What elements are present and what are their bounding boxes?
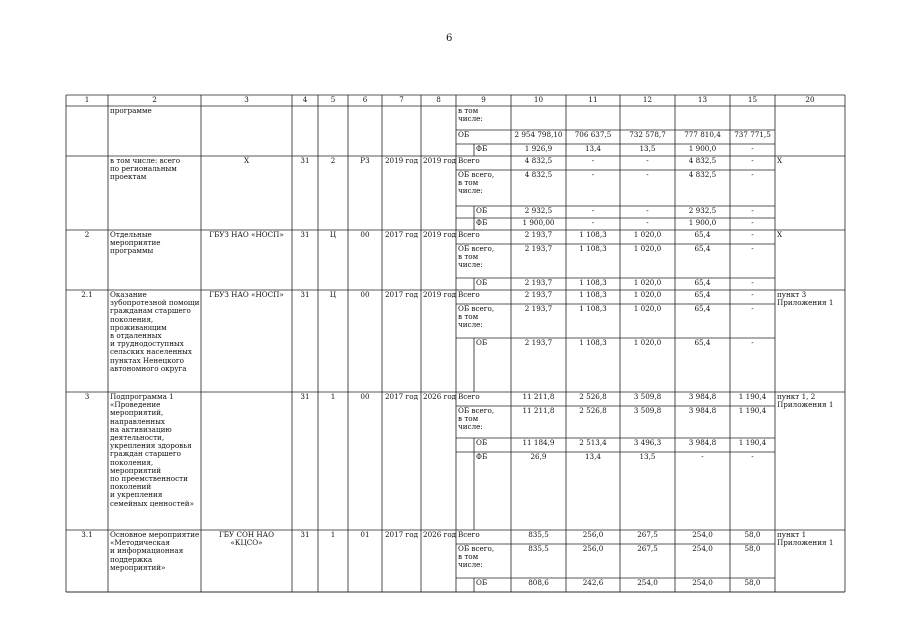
amount-cell-c12: 3 496,3 bbox=[633, 438, 662, 447]
funding-source: ФБ bbox=[476, 144, 488, 153]
row-code-gp: 31 bbox=[300, 156, 310, 165]
amount-cell-c15: - bbox=[751, 278, 754, 287]
amount-cell-c12: 3 509,8 bbox=[633, 392, 662, 401]
row-description: Подпрограмма 1 «Проведение мероприятий, направленных на активизацию деятельности, укрепления здоровья граждан старшего поколения, мероприятий по преемственности поколений и укрепления семейных ценностей» bbox=[110, 392, 194, 508]
amount-cell-c13: 3 984,8 bbox=[688, 406, 717, 415]
amount-cell-c12: - bbox=[646, 218, 649, 227]
funding-source: ОБ bbox=[476, 578, 488, 587]
amount-cell-c11: - bbox=[591, 206, 595, 215]
amount-cell-c12: 1 020,0 bbox=[633, 304, 662, 313]
row-description: программе bbox=[110, 106, 152, 115]
row-reference: пункт 1 Приложения 1 bbox=[777, 530, 834, 548]
funding-label: ОБ всего, в том числе: bbox=[458, 304, 495, 330]
row-number: 2.1 bbox=[81, 290, 93, 299]
row-executor: ГБУЗ НАО «НОСП» bbox=[209, 230, 284, 239]
header-cell-2: 2 bbox=[152, 95, 157, 104]
amount-cell-c11: 1 108,3 bbox=[579, 290, 607, 299]
row-start-year: 2017 год bbox=[384, 530, 419, 539]
row-description: Оказание зубопротезной помощи гражданам старшего поколения, проживающим в отдаленных и труднодоступных сельских населенных пунктах Ненецкого автономного округа bbox=[110, 290, 200, 373]
amount-cell-c15: 58,0 bbox=[744, 544, 761, 553]
amount-cell-c10: 4 832,5 bbox=[524, 170, 553, 179]
amount-cell-c10: 2 193,7 bbox=[524, 338, 553, 347]
row-start-year: 2017 год bbox=[384, 230, 419, 239]
amount-cell-c13: 65,4 bbox=[694, 304, 711, 313]
row-description: Основное мероприятие «Методическая и информационная поддержка мероприятий» bbox=[110, 530, 200, 572]
amount-cell-c12: 267,5 bbox=[637, 544, 658, 553]
header-cell-12: 12 bbox=[642, 95, 653, 104]
amount-cell-c10: 2 932,5 bbox=[524, 206, 553, 215]
amount-cell-c11: 242,6 bbox=[582, 578, 604, 587]
row-executor: X bbox=[243, 156, 250, 165]
amount-cell-c13: 3 984,8 bbox=[688, 392, 717, 401]
funding-source: ФБ bbox=[476, 218, 488, 227]
amount-cell-c13: 65,4 bbox=[694, 290, 711, 299]
amount-cell-c11: 13,4 bbox=[584, 452, 601, 461]
row-code-pp: 1 bbox=[330, 392, 336, 401]
funding-source: ФБ bbox=[476, 452, 488, 461]
amount-cell-c10: 11 211,8 bbox=[522, 406, 555, 415]
amount-cell-c11: 256,0 bbox=[582, 530, 604, 539]
amount-cell-c11: 2 526,8 bbox=[579, 406, 607, 415]
amount-cell-c12: 732 578,7 bbox=[629, 130, 666, 139]
amount-cell-c15: - bbox=[751, 290, 754, 299]
amount-cell-c10: 26,9 bbox=[530, 452, 547, 461]
row-end-year: 2026 год bbox=[423, 392, 457, 401]
amount-cell-c13: 254,0 bbox=[692, 530, 713, 539]
amount-cell-c13: 254,0 bbox=[692, 578, 713, 587]
amount-cell-c11: - bbox=[591, 170, 595, 179]
row-code-gp: 31 bbox=[300, 530, 310, 539]
amount-cell-c13: 65,4 bbox=[694, 244, 711, 253]
amount-cell-c10: 2 193,7 bbox=[524, 230, 553, 239]
header-cell-8: 8 bbox=[436, 95, 441, 104]
amount-cell-c15: 1 190,4 bbox=[738, 392, 767, 401]
row-code-pp: 1 bbox=[330, 530, 336, 539]
amount-cell-c12: - bbox=[646, 156, 649, 165]
amount-cell-c11: - bbox=[591, 156, 595, 165]
row-end-year: 2019 год bbox=[423, 156, 457, 165]
amount-cell-c11: 1 108,3 bbox=[579, 244, 607, 253]
amount-cell-c15: 737 771,5 bbox=[734, 130, 771, 139]
row-code-pp: Ц bbox=[329, 290, 337, 299]
amount-cell-c13: 2 932,5 bbox=[688, 206, 717, 215]
funding-source: ОБ bbox=[476, 338, 488, 347]
row-reference: пункт 3 Приложения 1 bbox=[777, 290, 834, 308]
amount-cell-c15: - bbox=[751, 170, 754, 179]
row-number: 3 bbox=[84, 392, 90, 401]
amount-cell-c12: 1 020,0 bbox=[633, 244, 662, 253]
row-code-om: 00 bbox=[360, 392, 370, 401]
amount-cell-c11: 2 526,8 bbox=[579, 392, 607, 401]
row-start-year: 2017 год bbox=[384, 392, 419, 401]
funding-label: ОБ всего, в том числе: bbox=[458, 170, 495, 196]
amount-cell-c15: - bbox=[751, 338, 754, 347]
header-cell-13: 13 bbox=[697, 95, 708, 104]
header-cell-6: 6 bbox=[362, 95, 368, 104]
amount-cell-c13: 3 984,8 bbox=[688, 438, 717, 447]
amount-cell-c10: 1 926,9 bbox=[524, 144, 553, 153]
amount-cell-c15: 1 190,4 bbox=[738, 406, 767, 415]
amount-cell-c10: 1 900,00 bbox=[522, 218, 555, 227]
funding-label: ОБ всего, в том числе: bbox=[458, 406, 495, 432]
funding-source: ОБ bbox=[476, 278, 488, 287]
row-code-gp: 31 bbox=[300, 392, 310, 401]
amount-cell-c11: 2 513,4 bbox=[579, 438, 607, 447]
row-code-gp: 31 bbox=[300, 230, 310, 239]
row-code-pp: 2 bbox=[330, 156, 336, 165]
row-code-gp: 31 bbox=[300, 290, 310, 299]
amount-cell-c10: 11 211,8 bbox=[522, 392, 555, 401]
row-reference: пункт 1, 2 Приложения 1 bbox=[777, 392, 834, 410]
amount-cell-c10: 4 832,5 bbox=[524, 156, 553, 165]
amount-cell-c15: 58,0 bbox=[744, 530, 761, 539]
funding-source: ОБ bbox=[476, 438, 488, 447]
funding-label: в том числе: bbox=[458, 106, 483, 124]
amount-cell-c11: 1 108,3 bbox=[579, 338, 607, 347]
amount-cell-c11: 706 637,5 bbox=[574, 130, 612, 139]
amount-cell-c12: 254,0 bbox=[637, 578, 658, 587]
row-code-pp: Ц bbox=[329, 230, 337, 239]
row-start-year: 2019 год bbox=[384, 156, 419, 165]
row-description: Отдельные мероприятие программы bbox=[110, 230, 161, 256]
header-cell-9: 9 bbox=[481, 95, 486, 104]
amount-cell-c12: 1 020,0 bbox=[633, 338, 662, 347]
amount-cell-c10: 2 954 798,10 bbox=[514, 130, 563, 139]
funding-label: ОБ bbox=[458, 130, 470, 139]
funding-label: Всего bbox=[458, 156, 480, 165]
amount-cell-c15: - bbox=[751, 218, 754, 227]
amount-cell-c13: 65,4 bbox=[694, 338, 711, 347]
amount-cell-c12: - bbox=[646, 170, 649, 179]
amount-cell-c15: - bbox=[751, 244, 754, 253]
header-cell-7: 7 bbox=[399, 95, 404, 104]
amount-cell-c15: 58,0 bbox=[744, 578, 761, 587]
row-end-year: 2019 год bbox=[423, 230, 457, 239]
amount-cell-c15: 1 190,4 bbox=[738, 438, 767, 447]
amount-cell-c15: - bbox=[751, 304, 754, 313]
amount-cell-c11: - bbox=[591, 218, 595, 227]
amount-cell-c13: 777 810,4 bbox=[684, 130, 721, 139]
row-number: 3.1 bbox=[81, 530, 93, 539]
row-reference: X bbox=[777, 230, 783, 239]
row-executor: ГБУ СОН НАО «КЦСО» bbox=[218, 530, 275, 548]
amount-cell-c12: 1 020,0 bbox=[633, 278, 662, 287]
funding-label: Всего bbox=[458, 530, 480, 539]
amount-cell-c11: 1 108,3 bbox=[579, 304, 607, 313]
amount-cell-c13: 65,4 bbox=[694, 230, 711, 239]
amount-cell-c13: 254,0 bbox=[692, 544, 713, 553]
header-cell-4: 4 bbox=[302, 95, 308, 104]
amount-cell-c12: 1 020,0 bbox=[633, 230, 662, 239]
amount-cell-c15: - bbox=[751, 230, 754, 239]
amount-cell-c11: 256,0 bbox=[582, 544, 604, 553]
row-code-om: 00 bbox=[360, 230, 370, 239]
amount-cell-c12: 13,5 bbox=[639, 144, 656, 153]
amount-cell-c15: - bbox=[751, 144, 754, 153]
amount-cell-c10: 835,5 bbox=[528, 544, 549, 553]
header-cell-3: 3 bbox=[244, 95, 249, 104]
row-start-year: 2017 год bbox=[384, 290, 419, 299]
amount-cell-c12: 13,5 bbox=[639, 452, 656, 461]
row-end-year: 2019 год bbox=[423, 290, 457, 299]
header-cell-15: 15 bbox=[747, 95, 758, 104]
amount-cell-c12: - bbox=[646, 206, 649, 215]
funding-label: ОБ всего, в том числе: bbox=[458, 244, 495, 270]
amount-cell-c11: 1 108,3 bbox=[579, 230, 607, 239]
amount-cell-c12: 267,5 bbox=[637, 530, 658, 539]
amount-cell-c10: 2 193,7 bbox=[524, 244, 553, 253]
row-description: в том числе: всего по региональным проектам bbox=[110, 156, 181, 182]
header-cell-11: 11 bbox=[588, 95, 598, 104]
row-code-om: 01 bbox=[360, 530, 370, 539]
amount-cell-c11: 13,4 bbox=[584, 144, 601, 153]
row-code-om: P3 bbox=[360, 156, 370, 165]
amount-cell-c10: 808,6 bbox=[528, 578, 549, 587]
amount-cell-c10: 2 193,7 bbox=[524, 304, 553, 313]
amount-cell-c11: 1 108,3 bbox=[579, 278, 607, 287]
funding-label: Всего bbox=[458, 230, 480, 239]
amount-cell-c10: 835,5 bbox=[528, 530, 549, 539]
header-cell-20: 20 bbox=[805, 95, 815, 104]
funding-source: ОБ bbox=[476, 206, 488, 215]
funding-label: Всего bbox=[458, 392, 480, 401]
amount-cell-c10: 2 193,7 bbox=[524, 278, 553, 287]
row-reference: X bbox=[777, 156, 783, 165]
amount-cell-c13: 1 900,0 bbox=[688, 218, 717, 227]
amount-cell-c13: 4 832,5 bbox=[688, 156, 717, 165]
amount-cell-c13: 1 900,0 bbox=[688, 144, 717, 153]
amount-cell-c15: - bbox=[751, 156, 754, 165]
header-cell-5: 5 bbox=[330, 95, 336, 104]
page-number: 6 bbox=[446, 33, 453, 44]
amount-cell-c13: - bbox=[701, 452, 704, 461]
row-code-om: 00 bbox=[360, 290, 370, 299]
row-number: 2 bbox=[84, 230, 90, 239]
funding-label: Всего bbox=[458, 290, 480, 299]
header-cell-10: 10 bbox=[533, 95, 544, 104]
funding-label: ОБ всего, в том числе: bbox=[458, 544, 495, 570]
amount-cell-c10: 11 184,9 bbox=[522, 438, 555, 447]
amount-cell-c13: 4 832,5 bbox=[688, 170, 717, 179]
header-cell-1: 1 bbox=[84, 95, 90, 104]
row-end-year: 2026 год bbox=[423, 530, 457, 539]
amount-cell-c13: 65,4 bbox=[694, 278, 711, 287]
amount-cell-c12: 1 020,0 bbox=[633, 290, 662, 299]
amount-cell-c15: - bbox=[751, 452, 754, 461]
amount-cell-c10: 2 193,7 bbox=[524, 290, 553, 299]
amount-cell-c15: - bbox=[751, 206, 754, 215]
row-executor: ГБУЗ НАО «НОСП» bbox=[209, 290, 284, 299]
amount-cell-c12: 3 509,8 bbox=[633, 406, 662, 415]
